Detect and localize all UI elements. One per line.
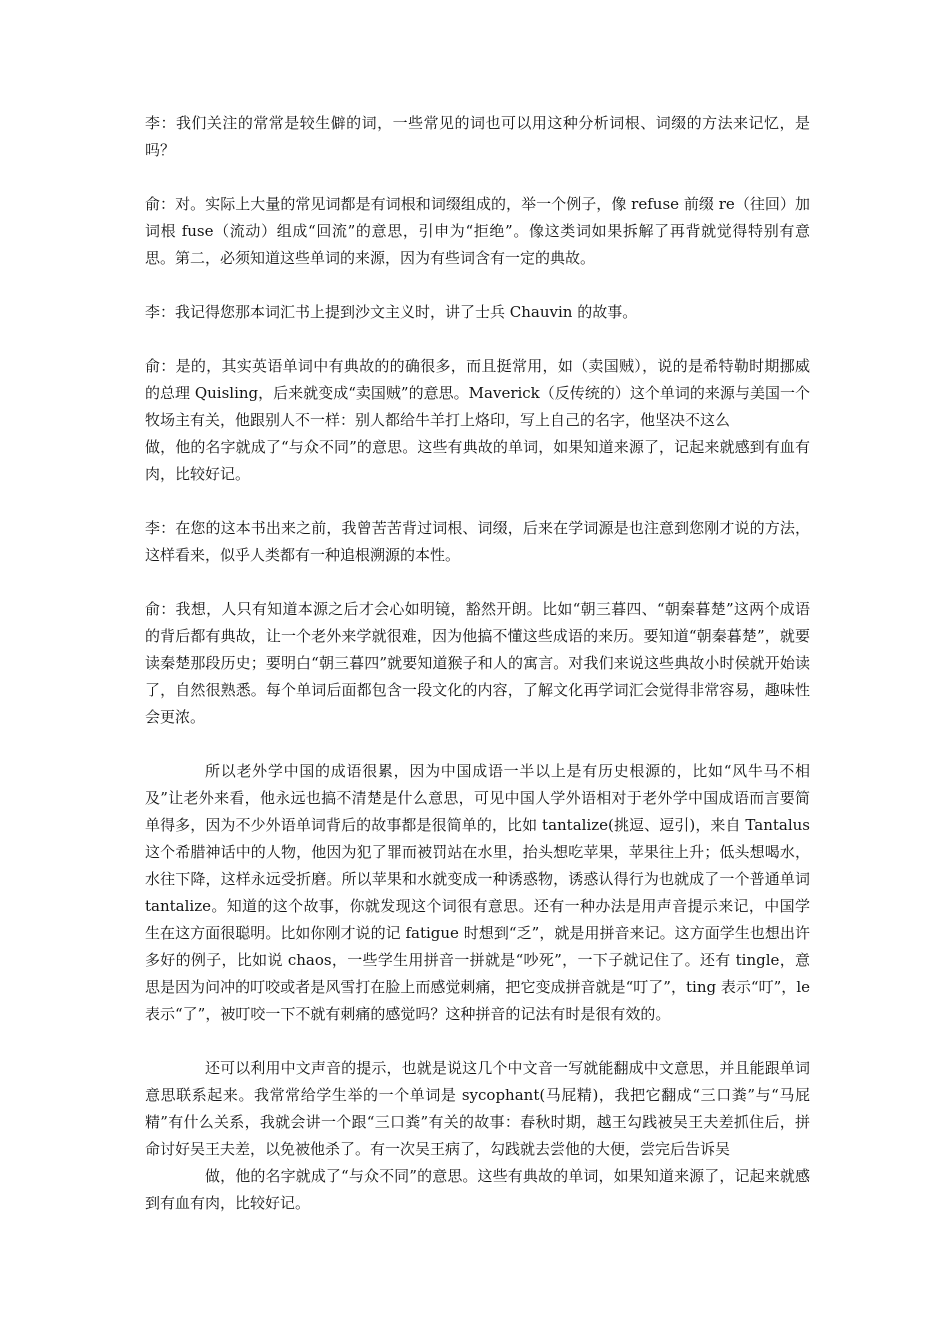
paragraph-li-question-3 bbox=[145, 515, 810, 569]
text-line: 所以老外学中国的成语很累，因为中国成语一半以上是有历史根源的，比如“风牛马不相及”让老外来看，他永远也搞不清楚是什么意思，可见中国人学外语相对于老外学中国成语而言要简单得多，因为不少外语单词背后的故事都是很简单的，比如 tantalize(挑逗、逗引)，来自 Tantalus 这个希腊神话中的人物，他因为犯了罪而被罚站在水里，抬头想吃苹果，苹果往上升；低头想喝水，水往下降，这样永远受折磨。所以苹果和水就变成一种诱惑物，诱惑认得行为也就成了一个普通单词 tantalize。知道的这个故事，你就发现这个词很有意思。还有一种办法是用声音提示来记，中国学生在这方面很聪明。比如你刚才说的记 fatigue 时想到“乏”，就是用拼音来记。这方面学生也想出许多好的例子，比如说 chaos，一些学生用拼音一拼就是“吵死”，一下子就记住了。还有 tingle，意思是因为问冲的叮咬或者是风雪打在脸上而感觉刺痛，把它变成拼音就是“叮了”，ting 表示“叮”，le 表示“了”，被叮咬一下不就有刺痛的感觉吗？这种拼音的记法有时是很有效的。 bbox=[145, 762, 810, 1023]
paragraph-idioms-explanation bbox=[145, 758, 810, 1028]
text-line: 还可以利用中文声音的提示，也就是说这几个中文音一写就能翻成中文意思，并且能跟单词意思联系起来。我常常给学生举的一个单词是 sycophant(马屁精)，我把它翻成“三口粪”与“马屁精”有什么关系，我就会讲一个跟“三口粪”有关的故事：春秋时期，越王勾践被吴王夫差抓住后，拼命讨好吴王夫差，以免被他杀了。有一次吴王病了，勾践就去尝他的大便，尝完后告诉吴 bbox=[145, 1059, 810, 1158]
paragraph-li-question-2 bbox=[145, 299, 810, 326]
paragraph-yu-answer-1 bbox=[145, 191, 810, 272]
paragraph-yu-answer-2 bbox=[145, 353, 810, 488]
text-line: 俞：我想，人只有知道本源之后才会心如明镜，豁然开朗。比如“朝三暮四、“朝秦暮楚”这两个成语的背后都有典故，让一个老外来学就很难，因为他搞不懂这些成语的来历。要知道“朝秦暮楚”，就要读秦楚那段历史；要明白“朝三暮四”就要知道猴子和人的寓言。对我们来说这些典故小时侯就开始读了，自然很熟悉。每个单词后面都包含一段文化的内容，了解文化再学词汇会觉得非常容易，趣味性会更浓。 bbox=[145, 600, 810, 726]
paragraph-sound-hint bbox=[145, 1055, 810, 1217]
paragraph-li-question-1 bbox=[145, 110, 810, 164]
document-page bbox=[145, 110, 810, 1244]
paragraph-yu-answer-3 bbox=[145, 596, 810, 731]
text-line: 俞：对。实际上大量的常见词都是有词根和词缀组成的，举一个例子，像 refuse 前缀 re（往回）加词根 fuse（流动）组成“回流”的意思，引申为“拒绝”。像这类词如果拆解了再背就觉得特别有意思。第二，必须知道这些单词的来源，因为有些词含有一定的典故。 bbox=[145, 195, 810, 267]
text-line: 做，他的名字就成了“与众不同”的意思。这些有典故的单词，如果知道来源了，记起来就感到有血有肉，比较好记。 bbox=[145, 1167, 810, 1212]
text-line: 做，他的名字就成了“与众不同”的意思。这些有典故的单词，如果知道来源了，记起来就感到有血有肉，比较好记。 bbox=[145, 438, 810, 483]
text-line: 李：我们关注的常常是较生僻的词，一些常见的词也可以用这种分析词根、词缀的方法来记忆，是吗？ bbox=[145, 114, 810, 159]
text-line: 李：在您的这本书出来之前，我曾苦苦背过词根、词缀，后来在学词源是也注意到您刚才说的方法，这样看来，似乎人类都有一种追根溯源的本性。 bbox=[145, 519, 810, 564]
text-line: 俞：是的，其实英语单词中有典故的的确很多，而且挺常用，如（卖国贼），说的是希特勒时期挪威的总理 Quisling，后来就变成“卖国贼”的意思。Maverick（反传统的）这个单词的来源与美国一个牧场主有关，他跟别人不一样：别人都给牛羊打上烙印，写上自己的名字，他坚决不这么 bbox=[145, 357, 810, 429]
text-line: 李：我记得您那本词汇书上提到沙文主义时，讲了士兵 Chauvin 的故事。 bbox=[145, 303, 638, 321]
